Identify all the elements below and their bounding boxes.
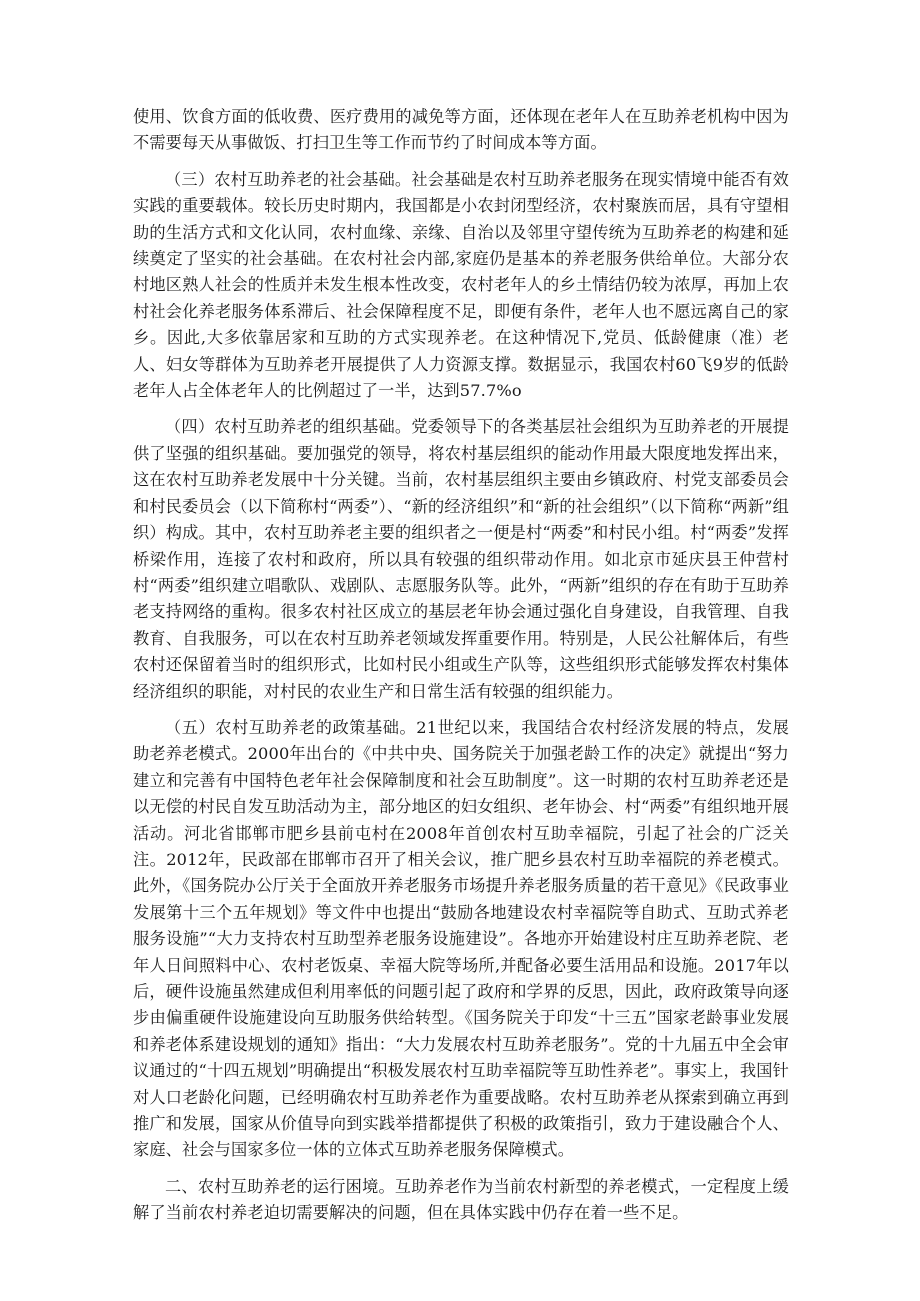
paragraph-policy-foundation: （五）农村互助养老的政策基础。21世纪以来，我国结合农村经济发展的特点，发展助老养老模式。2000年出台的《中共中央、国务院关于加强老龄工作的决定》就提出“努力建立和完善有中国特色老年社会保障制度和社会互助制度”。这一时期的农村互助养老还是以无偿的村民自发互助活动为主，部分地区的妇女组织、老年协会、村“两委”有组织地开展活动。河北省邯郸市肥乡县前屯村在2008年首创农村互助幸福院，引起了社会的广泛关注。2012年，民政部在邯郸市召开了相关会议，推广肥乡县农村互助幸福院的养老模式。此外，《国务院办公厅关于全面放开养老服务市场提升养老服务质量的若干意见》《民政事业发展第十三个五年规划》等文件中也提出“鼓励各地建设农村幸福院等自助式、互助式养老服务设施”“大力支持农村互助型养老服务设施建设”。各地亦开始建设村庄互助养老院、老年人日间照料中心、农村老饭桌、幸福大院等场所,并配备必要生活用品和设施。2017年以后，硬件设施虽然建成但利用率低的问题引起了政府和学界的反思，因此，政府政策导向逐步由偏重硬件设施建设向互助服务供给转型。《国务院关于印发“十三五”国家老龄事业发展和养老体系建设规划的通知》指出：“大力发展农村互助养老服务”。党的十九届五中全会审议通过的“十四五规划”明确提出“积极发展农村互助幸福院等互助性养老”。事实上，我国针对人口老龄化问题，已经明确农村互助养老作为重要战略。农村互助养老从探索到确立再到推广和发展，国家从价值导向到实践举措都提供了积极的政策指引，致力于建设融合个人、家庭、社会与国家多位一体的立体式互助养老服务保障模式。 (133, 717, 789, 1160)
document-page (133, 104, 789, 1227)
paragraph-operational-difficulties: 二、农村互助养老的运行困境。互助养老作为当前农村新型的养老模式，一定程度上缓解了当前农村养老迫切需要解决的问题，但在具体实践中仍存在着一些不足。 (133, 1176, 789, 1223)
paragraph-social-foundation: （三）农村互助养老的社会基础。社会基础是农村互助养老服务在现实情境中能否有效实践的重要载体。较长历史时期内，我国都是小农封闭型经济，农村聚族而居，具有守望相助的生活方式和文化认同，农村血缘、亲缘、自治以及邻里守望传统为互助养老的构建和延续奠定了坚实的社会基础。在农村社会内部,家庭仍是基本的养老服务供给单位。大部分农村地区熟人社会的性质并未发生根本性改变，农村老年人的乡土情结仍较为浓厚，再加上农村社会化养老服务体系滞后、社会保障程度不足，即便有条件，老年人也不愿远离自己的家乡。因此,大多依靠居家和互助的方式实现养老。在这种情况下,党员、低龄健康（准）老人、妇女等群体为互助养老开展提供了人力资源支撑。数据显示，我国农村60飞9岁的低龄老年人占全体老年人的比例超过了一半，达到57.7%o (133, 169, 789, 401)
paragraph-cost-savings: 使用、饮食方面的低收费、医疗费用的减免等方面，还体现在老年人在互助养老机构中因为不需要每天从事做饭、打扫卫生等工作而节约了时间成本等方面。 (133, 107, 789, 153)
paragraph-organizational-foundation: （四）农村互助养老的组织基础。党委领导下的各类基层社会组织为互助养老的开展提供了坚强的组织基础。要加强党的领导，将农村基层组织的能动作用最大限度地发挥出来，这在农村互助养老发展中十分关键。当前，农村基层组织主要由乡镇政府、村党支部委员会和村民委员会（以下简称村“两委”）、“新的经济组织”和“新的社会组织”（以下简称“两新”组织）构成。其中，农村互助养老主要的组织者之一便是村“两委”和村民小组。村“两委”发挥桥梁作用，连接了农村和政府，所以具有较强的组织带动作用。如北京市延庆县王仲营村村“两委”组织建立唱歌队、戏剧队、志愿服务队等。此外，“两新”组织的存在有助于互助养老支持网络的重构。很多农村社区成立的基层老年协会通过强化自身建设，自我管理、自我教育、自我服务，可以在农村互助养老领域发挥重要作用。特别是，人民公社解体后，有些农村还保留着当时的组织形式，比如村民小组或生产队等，这些组织形式能够发挥农村集体经济组织的职能，对村民的农业生产和日常生活有较强的组织能力。 (133, 417, 789, 701)
